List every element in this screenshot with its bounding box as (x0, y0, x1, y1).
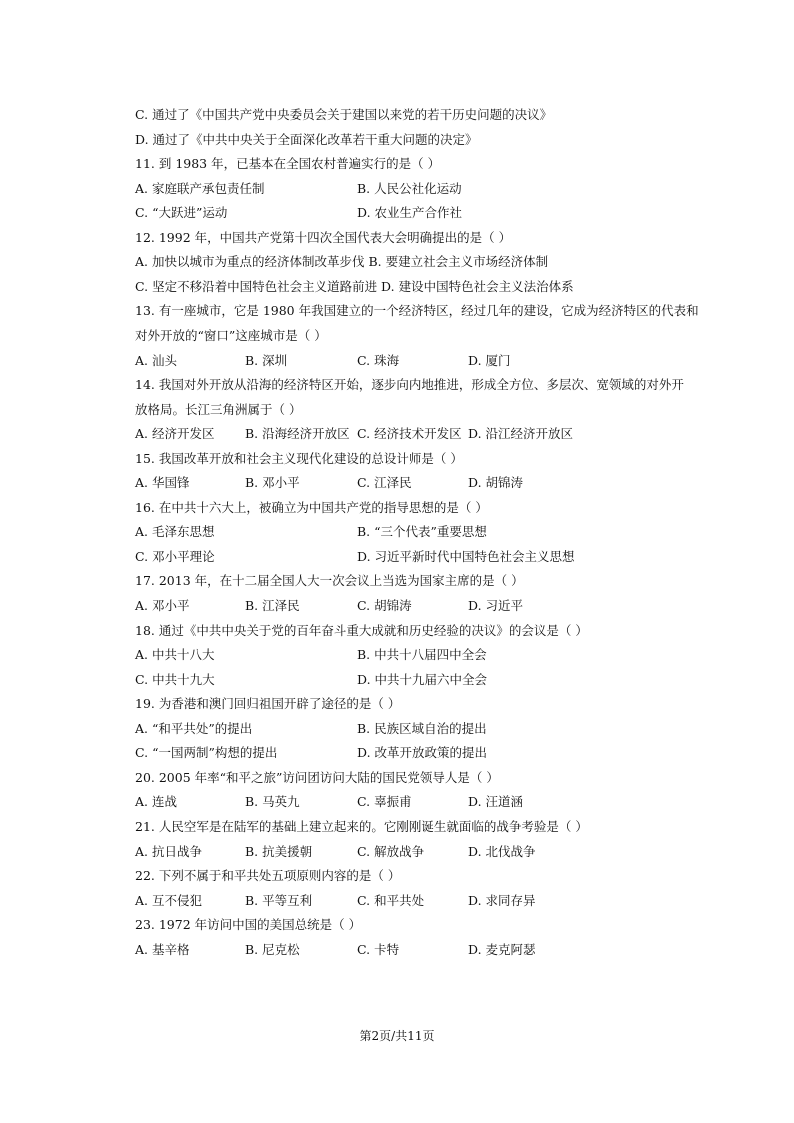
page-footer: 第2页/共11页 (359, 1029, 435, 1043)
options-row (135, 202, 695, 224)
answer-option: D. 改革开放政策的提出 (357, 745, 488, 761)
text-line: 23. 1972 年访问中国的美国总统是（ ） (135, 917, 362, 933)
answer-option: A. “和平共处”的提出 (135, 720, 253, 736)
answer-option: B. 马英九 (245, 794, 300, 810)
answer-option: B. 深圳 (245, 352, 288, 368)
answer-option: D. 厦门 (468, 352, 511, 368)
answer-option: A. 中共十八大 (135, 647, 215, 663)
text-line: 对外开放的“窗口”这座城市是（ ） (135, 327, 327, 343)
text-line: 21. 人民空军是在陆军的基础上建立起来的。它刚刚诞生就面临的战争考验是（ ） (135, 818, 588, 834)
answer-option: B. 民族区域自治的提出 (357, 720, 487, 736)
text-line: A. 加快以城市为重点的经济体制改革步伐 B. 要建立社会主义市场经济体制 (135, 254, 549, 270)
answer-option: B. “三个代表”重要思想 (357, 524, 487, 540)
options-row (135, 472, 695, 494)
answer-option: D. 习近平新时代中国特色社会主义思想 (357, 548, 575, 564)
options-row (135, 791, 695, 813)
answer-option: C. 珠海 (357, 352, 400, 368)
answer-option: A. 毛泽东思想 (135, 524, 215, 540)
options-row (135, 350, 695, 372)
text-line: 放格局。长江三角洲属于（ ） (135, 401, 302, 417)
text-line: 15. 我国改革开放和社会主义现代化建设的总设计师是（ ） (135, 450, 463, 466)
answer-option: B. 中共十八届四中全会 (357, 647, 487, 663)
text-line: 17. 2013 年，在十二届全国人大一次会议上当选为国家主席的是（ ） (135, 573, 524, 589)
options-row (135, 521, 695, 543)
options-row (135, 595, 695, 617)
text-line: 16. 在中共十六大上，被确立为中国共产党的指导思想的是（ ） (135, 499, 488, 515)
answer-option: A. 抗日战争 (135, 843, 202, 859)
options-row (135, 669, 695, 691)
answer-option: A. 经济开发区 (135, 426, 215, 442)
answer-option: A. 邓小平 (135, 598, 190, 613)
answer-option: A. 基辛格 (135, 941, 190, 957)
answer-option: D. 沿江经济开放区 (468, 426, 574, 442)
answer-option: C. 辜振甫 (357, 794, 412, 810)
answer-option: B. 平等互利 (245, 892, 313, 908)
answer-option: D. 中共十九届六中全会 (357, 671, 488, 687)
answer-option: C. 和平共处 (357, 892, 425, 908)
answer-option: C. 邓小平理论 (135, 548, 215, 564)
answer-option: A. 连战 (135, 794, 177, 810)
options-row (135, 742, 695, 764)
answer-option: B. 沿海经济开放区 (245, 426, 350, 442)
answer-option: D. 胡锦涛 (468, 475, 524, 491)
text-line: C. 通过了《中国共产党中央委员会关于建国以来党的若干历史问题的决议》 (135, 107, 553, 122)
answer-option: B. 江泽民 (245, 598, 300, 613)
text-line: 13. 有一座城市，它是 1980 年我国建立的一个经济特区，经过几年的建设，它成为经济特区的代表和 (135, 303, 699, 319)
answer-option: B. 邓小平 (245, 475, 300, 491)
answer-option: C. “一国两制”构想的提出 (135, 745, 278, 761)
options-row (135, 546, 695, 568)
answer-option: C. “大跃进”运动 (135, 205, 228, 221)
answer-option: C. 解放战争 (357, 843, 425, 859)
answer-option: A. 汕头 (135, 352, 177, 368)
text-line: 14. 我国对外开放从沿海的经济特区开始，逐步向内地推进，形成全方位、多层次、宽领域的对外开 (135, 377, 684, 393)
text-line: 11. 到 1983 年，已基本在全国农村普遍实行的是（ ） (135, 156, 441, 172)
text-line: D. 通过了《中共中央关于全面深化改革若干重大问题的决定》 (135, 131, 478, 147)
options-row (135, 939, 695, 961)
answer-option: D. 汪道涵 (468, 794, 524, 810)
answer-option: A. 互不侵犯 (135, 892, 202, 908)
options-row (135, 718, 695, 740)
text-line: 19. 为香港和澳门回归祖国开辟了途径的是（ ） (135, 696, 401, 712)
answer-option: B. 尼克松 (245, 941, 300, 957)
answer-option: C. 经济技术开发区 (357, 426, 462, 442)
answer-option: D. 麦克阿瑟 (468, 941, 536, 957)
answer-option: C. 胡锦涛 (357, 598, 412, 613)
answer-option: B. 人民公社化运动 (357, 180, 462, 196)
text-line: 22. 下列不属于和平共处五项原则内容的是（ ） (135, 868, 401, 884)
text-line: 20. 2005 年率“和平之旅”访问团访问大陆的国民党领导人是（ ） (135, 769, 499, 785)
options-row (135, 890, 695, 912)
text-line: C. 坚定不移沿着中国特色社会主义道路前进 D. 建设中国特色社会主义法治体系 (135, 278, 574, 294)
options-row (135, 841, 695, 863)
answer-option: D. 求同存异 (468, 892, 536, 908)
answer-option: A. 华国锋 (135, 475, 190, 491)
answer-option: C. 中共十九大 (135, 671, 215, 687)
options-row (135, 423, 695, 445)
answer-option: B. 抗美援朝 (245, 843, 313, 859)
options-row (135, 644, 695, 666)
answer-option: D. 北伐战争 (468, 843, 536, 859)
answer-option: C. 卡特 (357, 941, 400, 957)
answer-option: D. 习近平 (468, 598, 524, 613)
answer-option: C. 江泽民 (357, 475, 412, 491)
answer-option: D. 农业生产合作社 (357, 205, 463, 221)
text-line: 18. 通过《中共中央关于党的百年奋斗重大成就和历史经验的决议》的会议是（ ） (135, 622, 588, 638)
answer-option: A. 家庭联产承包责任制 (135, 180, 265, 196)
text-line: 12. 1992 年，中国共产党第十四次全国代表大会明确提出的是（ ） (135, 229, 512, 245)
options-row (135, 178, 695, 200)
